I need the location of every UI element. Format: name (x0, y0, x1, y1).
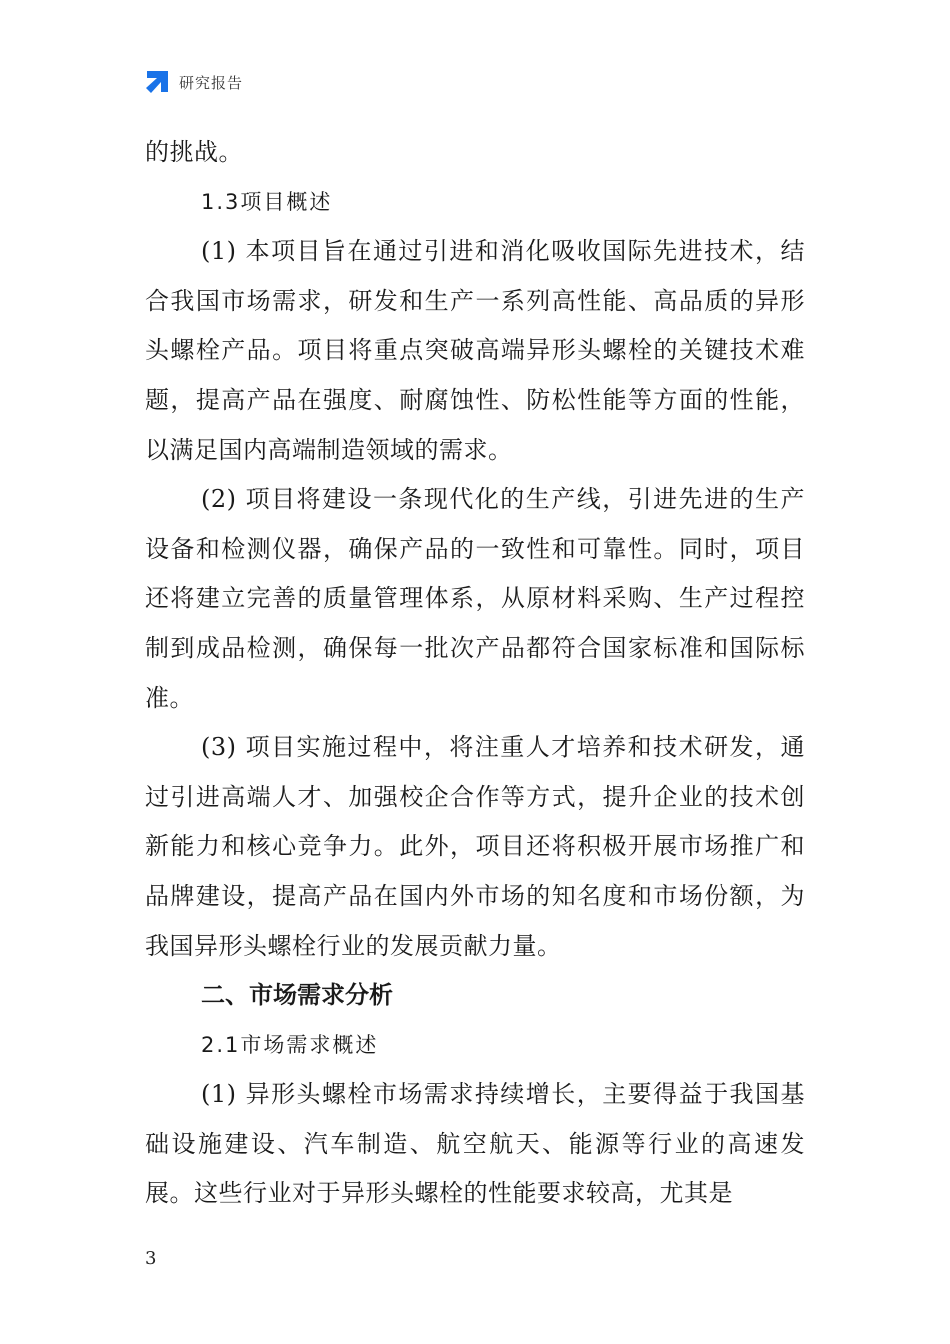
paragraph-3: (3) 项目实施过程中，将注重人才培养和技术研发，通过引进高端人才、加强校企合作等方式，提升企业的技术创新能力和核心竞争力。此外，项目还将积极开展市场推广和品牌建设，提高产品在国内外市场的知名度和市场份额，为我国异形头螺栓行业的发展贡献力量。 (145, 733, 805, 960)
document-header (143, 68, 243, 96)
section-heading-2-1: 2.1市场需求概述 (201, 1032, 379, 1057)
paragraph-1: (1) 本项目旨在通过引进和消化吸收国际先进技术，结合我国市场需求，研发和生产一系列高性能、高品质的异形头螺栓产品。项目将重点突破高端异形头螺栓的关键技术难题，提高产品在强度、耐腐蚀性、防松性能等方面的性能，以满足国内高端制造领域的需求。 (145, 237, 805, 464)
paragraph-4: (1) 异形头螺栓市场需求持续增长，主要得益于我国基础设施建设、汽车制造、航空航天、能源等行业的高速发展。这些行业对于异形头螺栓的性能要求较高，尤其是 (145, 1080, 805, 1208)
arrow-logo-icon (143, 68, 171, 96)
intro-paragraph: 的挑战。 (145, 138, 243, 166)
paragraph-2: (2) 项目将建设一条现代化的生产线，引进先进的生产设备和检测仪器，确保产品的一致性和可靠性。同时，项目还将建立完善的质量管理体系，从原材料采购、生产过程控制到成品检测，确保每一批次产品都符合国家标准和国际标准。 (145, 485, 805, 712)
document-body (145, 128, 805, 1219)
header-label: 研究报告 (179, 73, 244, 92)
section-heading-1-3: 1.3项目概述 (201, 189, 333, 214)
page-number: 3 (145, 1248, 157, 1269)
chapter-heading-2: 二、市场需求分析 (201, 981, 393, 1010)
